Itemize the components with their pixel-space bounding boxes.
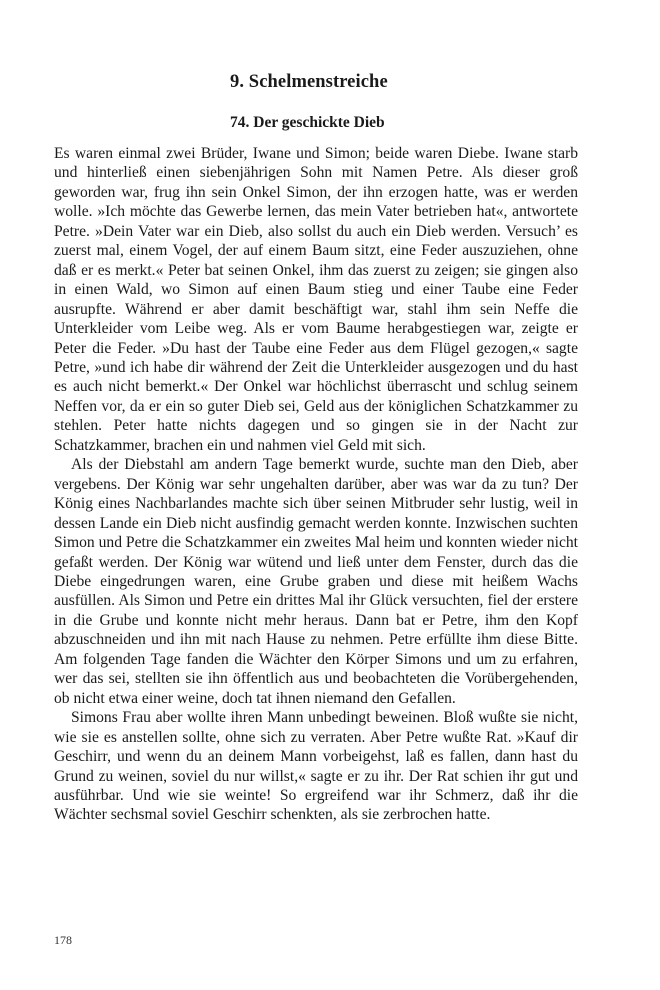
book-page [54,0,578,990]
paragraph-1: Es waren einmal zwei Brüder, Iwane und Simon; beide waren Diebe. Iwane starb und hinterließ einen siebenjährigen Sohn mit Namen Petre. Als dieser groß geworden war, frug ihn sein Onkel Simon, der ihn erzogen hatte, was er werden wolle. »Ich möchte das Gewerbe lernen, das mein Vater betrieben hat«, antwortete Petre. »Dein Vater war ein Dieb, also sollst du auch ein Dieb werden. Versuch’ es zuerst mal, einem Vogel, der auf einem Baum sitzt, eine Feder auszuziehen, ohne daß er es merkt.« Peter bat seinen Onkel, ihm das zuerst zu zeigen; sie gingen also in einen Wald, wo Simon auf einen Baum stieg und einer Taube eine Feder ausrupfte. Während er aber damit beschäftigt war, stahl ihm sein Neffe die Unterkleider vom Leibe weg. Als er vom Baume herabgestiegen war, zeigte er Peter die Feder. »Du hast der Taube eine Feder aus dem Flügel gezogen,« sagte Petre, »und ich habe dir während der Zeit die Unterkleider ausgezogen und du hast es auch nicht bemerkt.« Der Onkel war höchlichst überrascht und schlug seinem Neffen vor, da er ein so guter Dieb sei, Geld aus der königlichen Schatzkammer zu stehlen. Peter hatte nichts dagegen und so gingen sie in der Nacht zur Schatzkammer, brachen ein und nahmen viel Geld mit sich. [54,145,578,454]
paragraph-3: Simons Frau aber wollte ihren Mann unbedingt beweinen. Bloß wußte sie nicht, wie sie es anstellen sollte, ohne sich zu verraten. Aber Petre wußte Rat. »Kauf dir Geschirr, und wenn du an deinem Mann vorbeigehst, laß es fallen, dann hast du Grund zu weinen, soviel du nur willst,« sagte er zu ihr. Der Rat schien ihr gut und ausführbar. Und wie sie weinte! So ergreifend war ihr Schmerz, daß ihr die Wächter sechsmal soviel Geschirr schenkten, als sie zerbrochen hatte. [54,709,578,824]
chapter-title: 9. Schelmenstreiche [230,72,388,92]
section-title: 74. Der geschickte Dieb [230,114,385,131]
paragraph-2: Als der Diebstahl am andern Tage bemerkt wurde, suchte man den Dieb, aber vergebens. Der König war sehr ungehalten darüber, aber was war da zu tun? Der König eines Nachbarlandes machte sich über seinen Mitbruder sehr lustig, weil in dessen Lande ein Dieb nicht ausfindig gemacht werden konnte. Inzwischen suchten Simon und Petre die Schatzkammer ein zweites Mal heim und konnten wieder nicht gefaßt werden. Der König war wütend und ließ unter dem Fenster, durch das die Diebe eingedrungen waren, eine Grube graben und diese mit heißem Wachs ausfüllen. Als Simon und Petre ein drittes Mal ihr Glück versuchten, fiel der erstere in die Grube und konnte nicht mehr heraus. Dann bat er Petre, ihm den Kopf abzuschneiden und ihn mit nach Hause zu nehmen. Petre erfüllte ihm diese Bitte. Am folgenden Tage fanden die Wächter den Körper Simons und um zu erfahren, wer das sei, stellten sie ihn öffentlich aus und beobachteten die Vorübergehenden, ob nicht etwa einer weine, doch tat ihnen niemand den Gefallen. [54,456,578,707]
story-body [54,144,578,825]
page-number: 178 [54,933,72,947]
